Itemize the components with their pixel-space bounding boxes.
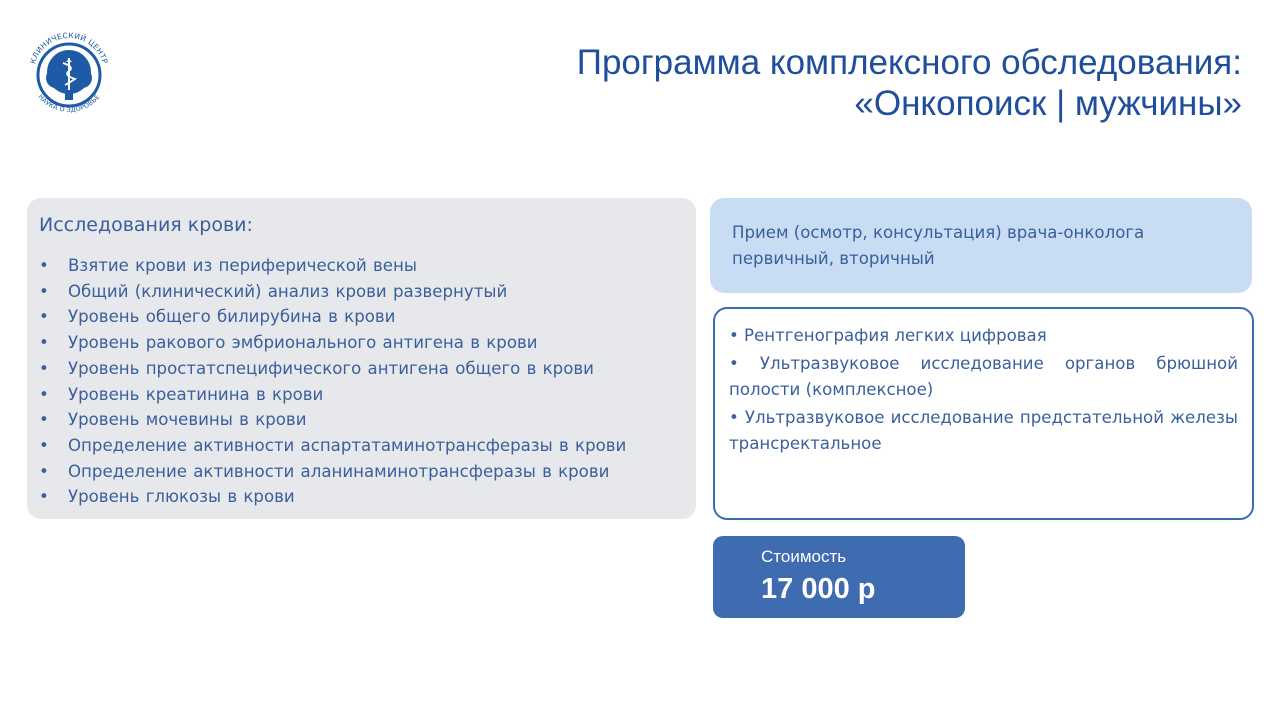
bullet-icon: • (39, 487, 49, 507)
oncologist-consultation-card (710, 198, 1252, 293)
diagnostics-item-xray: • Рентгенография легких цифровая (729, 326, 1047, 345)
list-item-label: Уровень креатинина в крови (68, 384, 324, 404)
list-item (39, 304, 684, 330)
title-line-2: «Онкопоиск | мужчины» (854, 84, 1242, 123)
list-item (39, 279, 684, 305)
blood-tests-heading: Исследования крови: (39, 214, 253, 236)
consultation-line-2: первичный, вторичный (732, 249, 935, 268)
blood-tests-card (27, 198, 696, 519)
bullet-icon: • (39, 461, 49, 481)
list-item-label: Общий (клинический) анализ крови развернутый (68, 281, 508, 301)
list-item (39, 356, 684, 382)
title-line-1: Программа комплексного обследования: (576, 43, 1242, 82)
tree-caduceus-icon (24, 28, 114, 118)
bullet-icon: • (39, 435, 49, 455)
consultation-line-1: Прием (осмотр, консультация) врача-онколога (732, 223, 1145, 242)
list-item-label: Определение активности аспартатаминотрансферазы в крови (68, 435, 627, 455)
price-box (713, 536, 965, 618)
price-value: 17 000 р (761, 573, 876, 605)
list-item-label: Уровень ракового эмбрионального антигена в крови (68, 333, 538, 353)
bullet-icon: • (39, 410, 49, 430)
bullet-icon: • (39, 358, 49, 378)
diagnostics-card (713, 307, 1254, 520)
clinic-logo (24, 28, 114, 118)
bullet-icon: • (39, 307, 49, 327)
blood-tests-list (39, 253, 684, 510)
list-item-label: Определение активности аланинаминотрансферазы в крови (68, 461, 610, 481)
list-item (39, 484, 684, 510)
list-item-label: Уровень общего билирубина в крови (68, 307, 396, 327)
list-item (39, 382, 684, 408)
price-label: Стоимость (761, 547, 847, 566)
bullet-icon: • (39, 256, 49, 275)
page-title (577, 42, 1242, 124)
logo-text-top: КЛИНИЧЕСКИЙ ЦЕНТР (28, 30, 110, 66)
logo-text-bottom: НАУКА О ЗДОРОВЬЕ (36, 92, 102, 115)
list-item (39, 459, 684, 485)
list-item (39, 253, 684, 279)
bullet-icon: • (39, 281, 49, 301)
list-item (39, 407, 684, 433)
list-item (39, 433, 684, 459)
list-item-label: Уровень глюкозы в крови (68, 487, 295, 507)
bullet-icon: • (39, 384, 49, 404)
list-item-label: Взятие крови из периферической вены (68, 256, 417, 275)
diagnostics-item-abdominal-ultrasound: • Ультразвуковое исследование органов брюшной полости (комплексное) (729, 354, 1238, 399)
list-item-label: Уровень мочевины в крови (68, 410, 307, 430)
diagnostics-item-prostate-ultrasound: • Ультразвуковое исследование предстательной железы трансректальное (729, 408, 1238, 453)
list-item-label: Уровень простатспецифического антигена общего в крови (68, 358, 594, 378)
list-item (39, 330, 684, 356)
bullet-icon: • (39, 333, 49, 353)
